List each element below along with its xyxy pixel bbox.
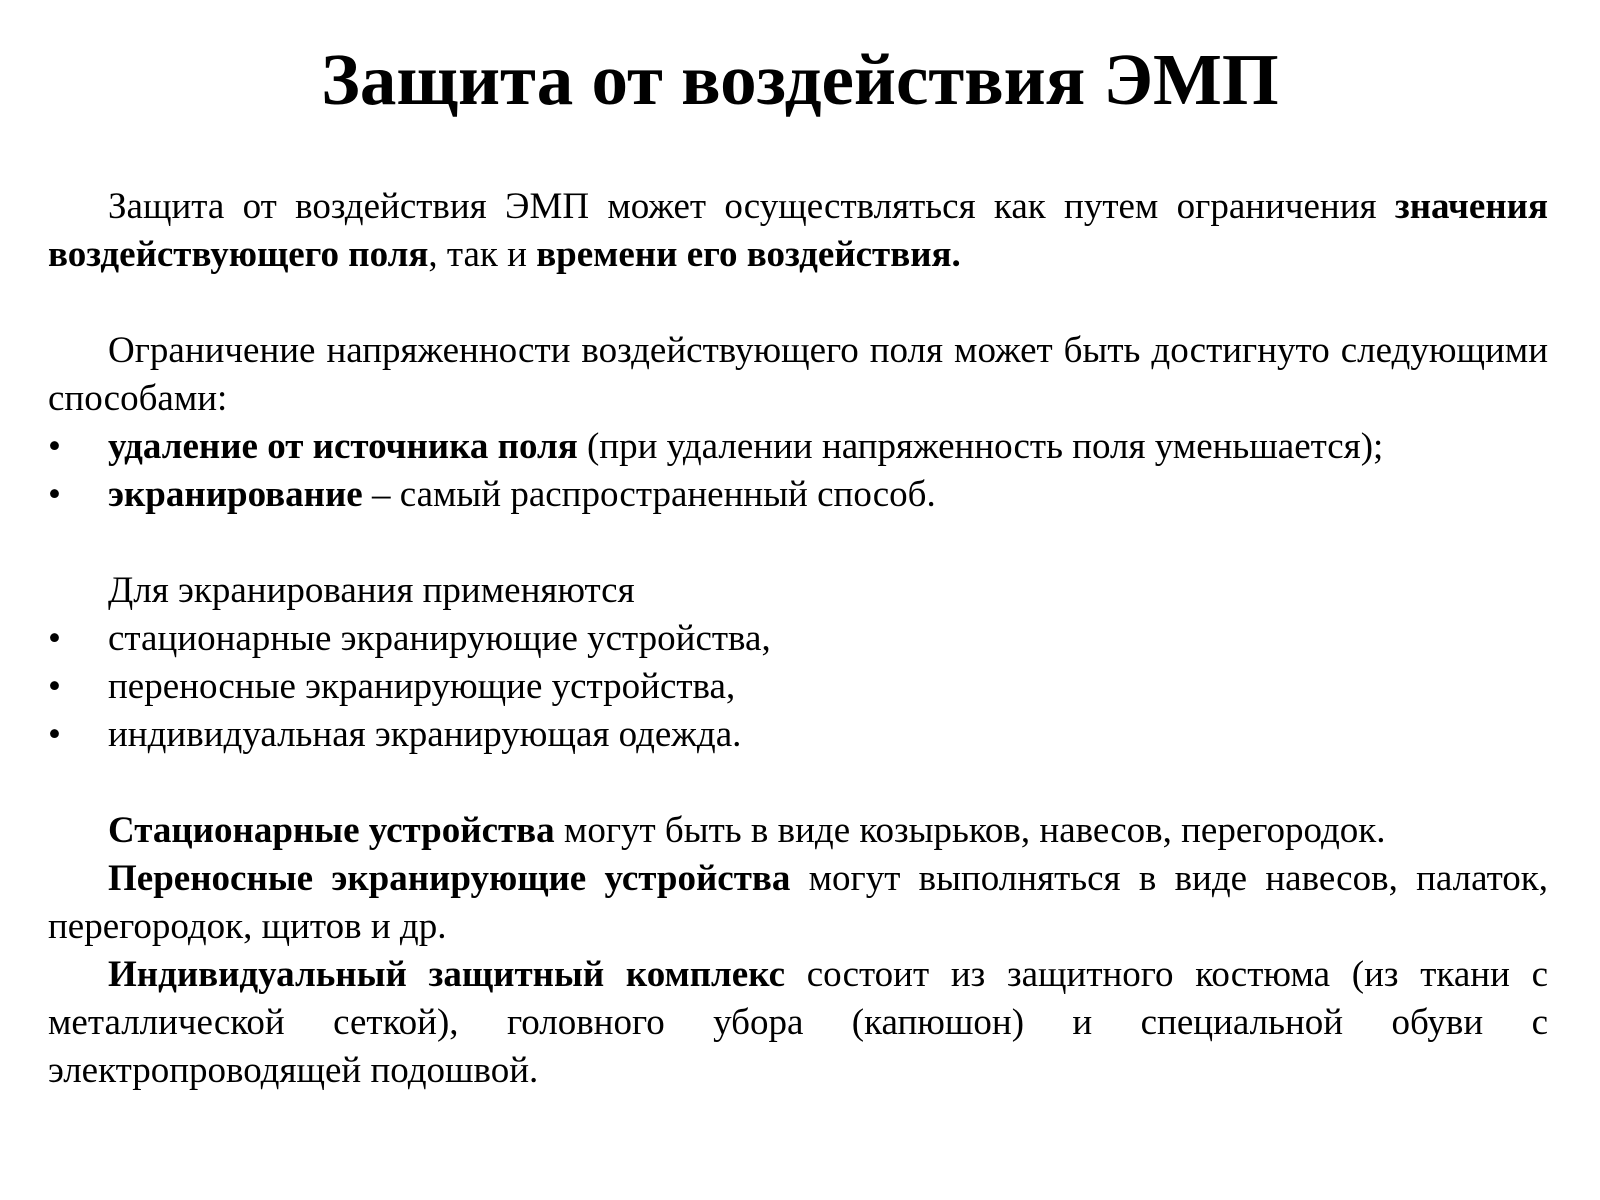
list-item-text: индивидуальная экранирующая одежда. bbox=[108, 714, 742, 755]
paragraph-bold: Индивидуальный защитный комплекс bbox=[108, 954, 786, 995]
list-item-text: (при удалении напряженность поля уменьшается); bbox=[577, 426, 1384, 467]
list-item-text: – самый распространенный способ. bbox=[362, 474, 936, 515]
intro-bold-exposure-time: времени его воздействия. bbox=[536, 234, 961, 275]
bullet-icon: • bbox=[48, 714, 61, 755]
list-item-bold: удаление от источника поля bbox=[108, 426, 578, 467]
paragraph-bold: Переносные экранирующие устройства bbox=[108, 858, 791, 899]
paragraph-text: состоит из защитного костюма (из ткани с металлической сеткой), головного убора (капюшон) и специальной обуви с электропроводящей подошвой. bbox=[48, 954, 1548, 1091]
portable-devices-paragraph bbox=[48, 855, 1548, 951]
intro-text-1: Защита от воздействия ЭМП может осуществляться как путем ограничения bbox=[108, 186, 1395, 227]
limitation-paragraph: Ограничение напряженности воздействующего поля может быть достигнуто следующими способами: bbox=[48, 330, 1548, 419]
list-item-text: переносные экранирующие устройства, bbox=[108, 666, 736, 707]
list-item bbox=[48, 663, 1548, 711]
bullet-icon: • bbox=[48, 474, 61, 515]
list-item bbox=[48, 615, 1548, 663]
slide-body bbox=[48, 183, 1548, 1095]
list-item-bold: экранирование bbox=[108, 474, 363, 515]
bullet-icon: • bbox=[48, 666, 61, 707]
list-item bbox=[48, 471, 1548, 519]
shielding-paragraph: Для экранирования применяются bbox=[108, 570, 635, 611]
paragraph-text: могут выполняться в виде навесов, палаток, перегородок, щитов и др. bbox=[48, 858, 1548, 947]
paragraph-bold: Стационарные устройства bbox=[108, 810, 555, 851]
protective-kit-paragraph bbox=[48, 951, 1548, 1095]
list-item bbox=[48, 423, 1548, 471]
list-item-text: стационарные экранирующие устройства, bbox=[108, 618, 771, 659]
shielding-list bbox=[48, 615, 1548, 759]
paragraph-text: могут быть в виде козырьков, навесов, перегородок. bbox=[554, 810, 1386, 851]
list-item bbox=[48, 711, 1548, 759]
limitation-list bbox=[48, 423, 1548, 519]
intro-bold-field-value: значения воздействующего поля bbox=[48, 186, 1548, 275]
slide-title: Защита от воздействия ЭМП bbox=[321, 39, 1279, 120]
stationary-devices-paragraph bbox=[48, 807, 1548, 855]
bullet-icon: • bbox=[48, 618, 61, 659]
intro-text-2: , так и bbox=[428, 234, 537, 275]
bullet-icon: • bbox=[48, 426, 61, 467]
intro-paragraph bbox=[48, 183, 1548, 279]
